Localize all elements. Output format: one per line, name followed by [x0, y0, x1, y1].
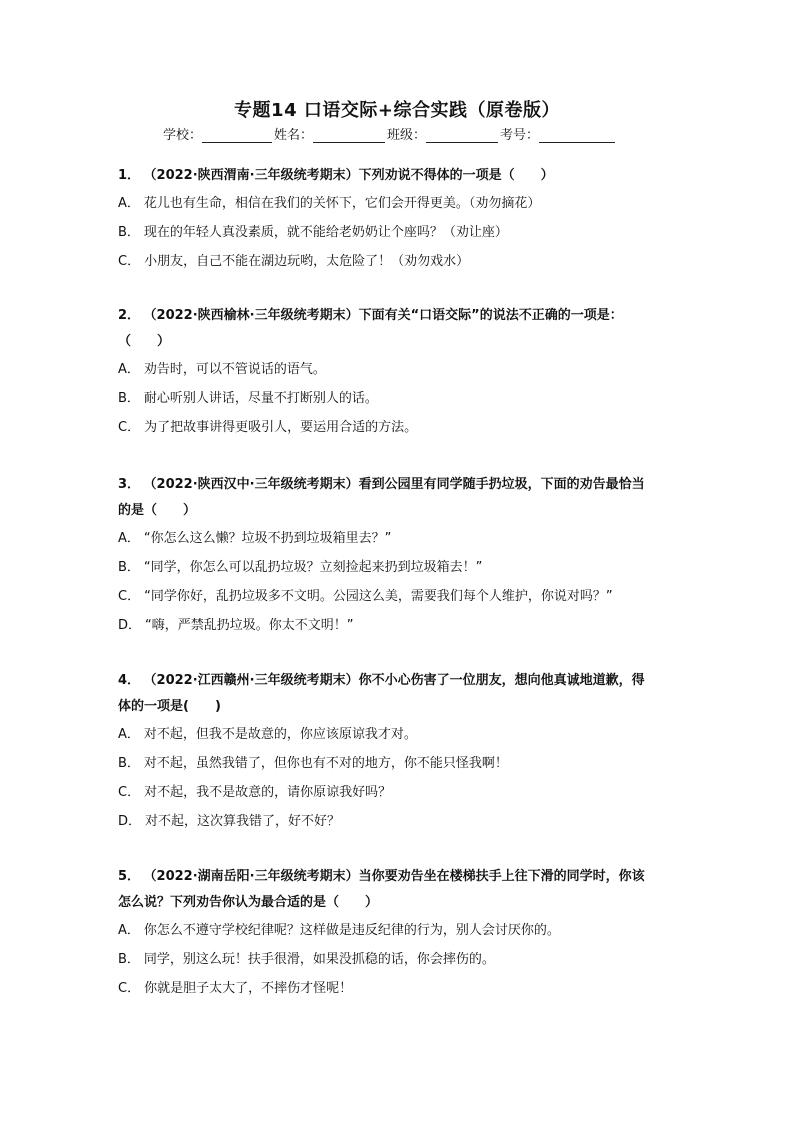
option-text: “嗨，严禁乱扔垃圾。你太不文明！”	[145, 618, 354, 633]
option-letter: B．	[118, 225, 140, 240]
stem-line: （ ）	[118, 334, 171, 349]
exam-number-blank[interactable]	[539, 128, 615, 143]
option-d[interactable]	[118, 611, 678, 640]
class-label: 班级：	[387, 128, 427, 143]
option-c[interactable]	[118, 974, 678, 1003]
option-letter: C．	[118, 420, 141, 435]
option-letter: A．	[118, 362, 140, 377]
option-text: 花儿也有生命，相信在我们的关怀下，它们会开得更美。（劝勿摘花）	[143, 196, 541, 211]
option-text: 你就是胆子太大了，不摔伤才怪呢！	[144, 981, 353, 996]
option-text: 耐心听别人讲话，尽量不打断别人的话。	[143, 391, 378, 406]
option-letter: B．	[118, 391, 140, 406]
school-blank[interactable]	[202, 128, 272, 143]
option-b[interactable]	[118, 384, 678, 413]
option-letter: C．	[118, 589, 141, 604]
option-text: “同学，你怎么可以乱扔垃圾？立刻捡起来扔到垃圾箱去！”	[143, 560, 483, 575]
question-number: 4．	[118, 673, 141, 688]
option-a[interactable]	[118, 524, 678, 553]
option-c[interactable]	[118, 413, 678, 442]
question-stem	[118, 163, 678, 189]
question-4	[118, 668, 678, 836]
stem-line: （2022·陕西榆林·三年级统考期末）下面有关“口语交际”的说法不正确的一项是：	[150, 308, 623, 323]
option-letter: B．	[118, 952, 140, 967]
option-letter: B．	[118, 756, 140, 771]
class-blank[interactable]	[426, 128, 498, 143]
question-5	[118, 864, 678, 1003]
option-text: “你怎么这么懒？垃圾不扔到垃圾箱里去？”	[143, 531, 392, 546]
page-title: 专题14 口语交际+综合实践（原卷版）	[234, 100, 560, 121]
option-text: 对不起，这次算我错了，好不好？	[145, 814, 341, 829]
option-d[interactable]	[118, 807, 678, 836]
option-c[interactable]	[118, 582, 678, 611]
question-number: 3．	[118, 477, 141, 492]
option-b[interactable]	[118, 553, 678, 582]
question-stem	[118, 864, 678, 916]
stem-line: 的是（ ）	[118, 503, 197, 518]
option-text: 小朋友，自己不能在湖边玩哟，太危险了！（劝勿戏水）	[144, 254, 470, 269]
option-b[interactable]	[118, 749, 678, 778]
option-b[interactable]	[118, 945, 678, 974]
option-letter: A．	[118, 727, 140, 742]
question-number: 2．	[118, 308, 141, 323]
option-text: 对不起，虽然我错了，但你也有不对的地方，你不能只怪我啊！	[143, 756, 508, 771]
question-number: 5．	[118, 869, 141, 884]
name-blank[interactable]	[313, 128, 385, 143]
option-c[interactable]	[118, 247, 678, 276]
question-stem	[118, 303, 678, 355]
option-a[interactable]	[118, 916, 678, 945]
question-stem	[118, 472, 678, 524]
stem-line: 怎么说？下列劝告你认为最合适的是（ ）	[118, 895, 379, 910]
option-text: 劝告时，可以不管说话的语气。	[143, 362, 326, 377]
option-text: 为了把故事讲得更吸引人，要运用合适的方法。	[144, 420, 418, 435]
option-a[interactable]	[118, 189, 678, 218]
option-a[interactable]	[118, 720, 678, 749]
option-text: 对不起，但我不是故意的，你应该原谅我才对。	[143, 727, 417, 742]
question-number: 1．	[118, 168, 141, 183]
stem-line: （2022·陕西汉中·三年级统考期末）看到公园里有同学随手扔垃圾，下面的劝告最恰当	[150, 477, 645, 492]
stem-line: 体的一项是( )	[118, 699, 221, 714]
option-letter: C．	[118, 254, 141, 269]
option-letter: A．	[118, 531, 140, 546]
option-text: 同学，别这么玩！扶手很滑，如果没抓稳的话，你会摔伤的。	[143, 952, 495, 967]
question-stem	[118, 668, 678, 720]
option-letter: A．	[118, 196, 140, 211]
stem-line: （2022·陕西渭南·三年级统考期末）下列劝说不得体的一项是（ ）	[150, 168, 554, 183]
option-text: 现在的年轻人真没素质，就不能给老奶奶让个座吗？（劝让座）	[143, 225, 508, 240]
question-3	[118, 472, 678, 640]
option-b[interactable]	[118, 218, 678, 247]
option-text: 对不起，我不是故意的，请你原谅我好吗？	[144, 785, 392, 800]
exam-number-label: 考号：	[500, 128, 540, 143]
option-letter: C．	[118, 981, 141, 996]
option-text: 你怎么不遵守学校纪律呢？这样做是违反纪律的行为，别人会讨厌你的。	[143, 923, 560, 938]
option-letter: A．	[118, 923, 140, 938]
stem-line: （2022·湖南岳阳·三年级统考期末）当你要劝告坐在楼梯扶手上往下滑的同学时，你该	[150, 869, 645, 884]
name-label: 姓名：	[274, 128, 314, 143]
option-c[interactable]	[118, 778, 678, 807]
option-text: “同学你好，乱扔垃圾多不文明。公园这么美，需要我们每个人维护，你说对吗？”	[144, 589, 613, 604]
option-letter: D．	[118, 814, 142, 829]
option-letter: D．	[118, 618, 142, 633]
student-info-line	[163, 124, 617, 143]
question-2	[118, 303, 678, 442]
stem-line: （2022·江西赣州·三年级统考期末）你不小心伤害了一位朋友，想向他真诚地道歉，得	[150, 673, 645, 688]
option-letter: C．	[118, 785, 141, 800]
question-1	[118, 163, 678, 276]
school-label: 学校：	[163, 128, 203, 143]
option-a[interactable]	[118, 355, 678, 384]
option-letter: B．	[118, 560, 140, 575]
